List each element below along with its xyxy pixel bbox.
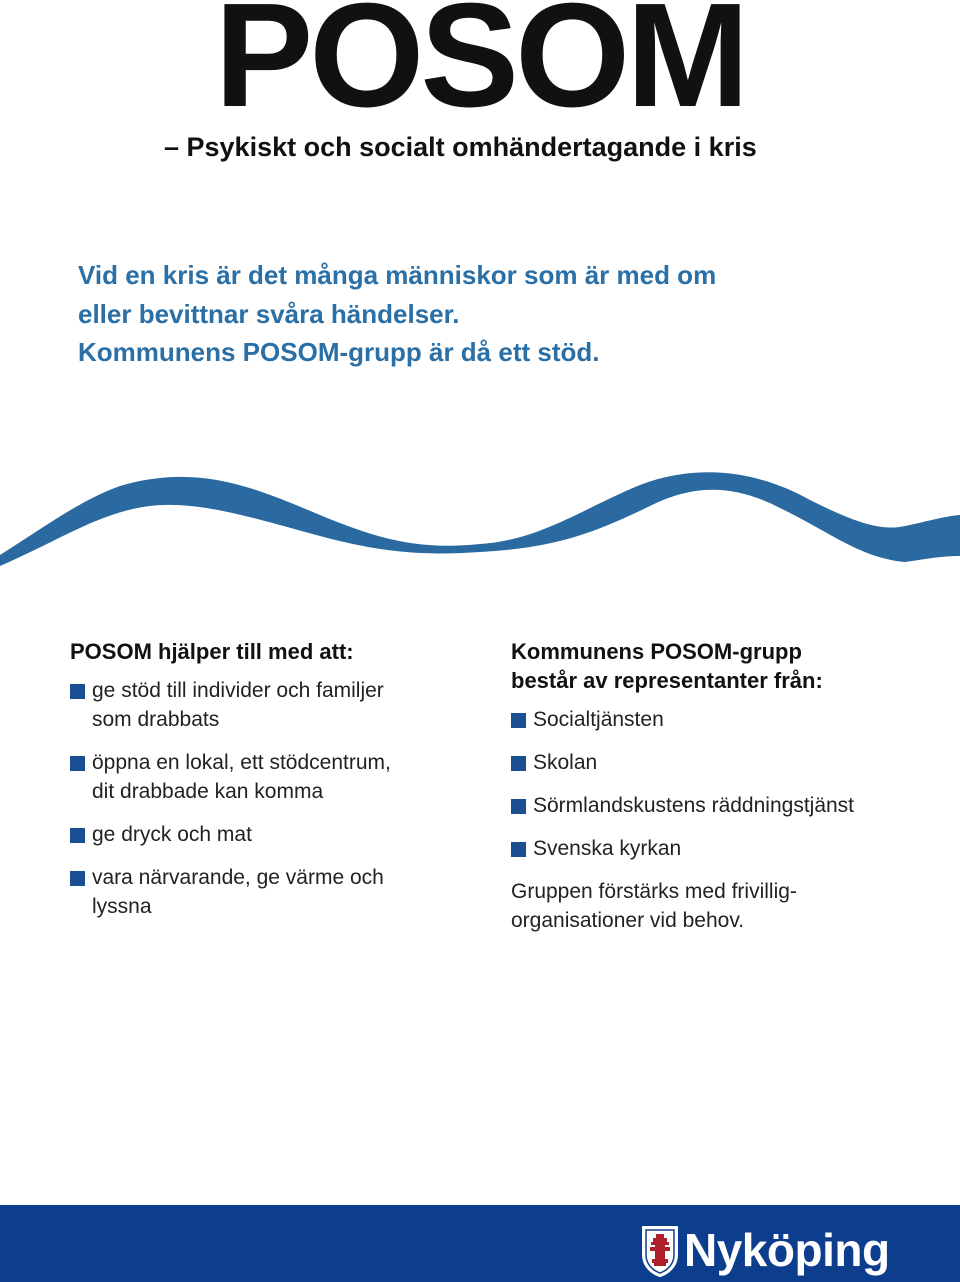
intro-line: Vid en kris är det många människor som är med om (78, 260, 717, 290)
right-heading (511, 637, 931, 695)
list-item (511, 791, 931, 820)
square-bullet-icon (511, 756, 526, 771)
square-bullet-icon (511, 842, 526, 857)
brand-logo-text: Nyköping (684, 1224, 890, 1276)
square-bullet-icon (70, 828, 85, 843)
right-list (511, 705, 931, 863)
right-column (511, 637, 931, 935)
page-title: POSOM (214, 0, 746, 138)
square-bullet-icon (70, 756, 85, 771)
list-item (70, 863, 470, 921)
note-line: organisationer vid behov. (511, 909, 745, 932)
list-item-line: öppna en lokal, ett stödcentrum, (92, 751, 391, 774)
list-item (511, 705, 931, 734)
wave-band (0, 472, 960, 566)
square-bullet-icon (511, 799, 526, 814)
footer-bar (0, 1205, 960, 1282)
wave-decoration (0, 460, 960, 570)
list-item-line: Svenska kyrkan (533, 837, 682, 860)
list-item (511, 748, 931, 777)
intro-line: eller bevittnar svåra händelser. (78, 298, 460, 329)
square-bullet-icon (70, 684, 85, 699)
left-column (70, 637, 470, 935)
list-item-line: dit drabbade kan komma (92, 780, 324, 803)
list-item-line: vara närvarande, ge värme och (92, 866, 384, 889)
right-heading-line: Kommunens POSOM-grupp (511, 639, 802, 664)
list-item-line: lyssna (92, 895, 152, 918)
intro-line: Kommunens POSOM-grupp är då ett stöd. (78, 337, 600, 367)
list-item-line: som drabbats (92, 708, 220, 731)
municipal-crest-icon (641, 1225, 679, 1277)
intro-text (78, 256, 716, 372)
list-item-line: Socialtjänsten (533, 708, 664, 731)
list-item-line: Skolan (533, 751, 598, 774)
square-bullet-icon (70, 871, 85, 886)
list-item-line: ge dryck och mat (92, 823, 252, 846)
right-heading-line: består av representanter från: (511, 668, 823, 693)
note-line: Gruppen förstärks med frivillig- (511, 880, 797, 903)
page-subtitle: – Psykiskt och socialt omhändertagande i kris (164, 132, 757, 162)
list-item (70, 748, 470, 806)
list-item (70, 676, 470, 734)
list-item (511, 834, 931, 863)
left-heading: POSOM hjälper till med att: (70, 639, 354, 664)
left-list (70, 676, 470, 921)
square-bullet-icon (511, 713, 526, 728)
reinforcement-note (511, 877, 931, 935)
list-item-line: ge stöd till individer och familjer (92, 679, 384, 702)
list-item-line: Sörmlandskustens räddningstjänst (533, 794, 855, 817)
list-item (70, 820, 470, 849)
